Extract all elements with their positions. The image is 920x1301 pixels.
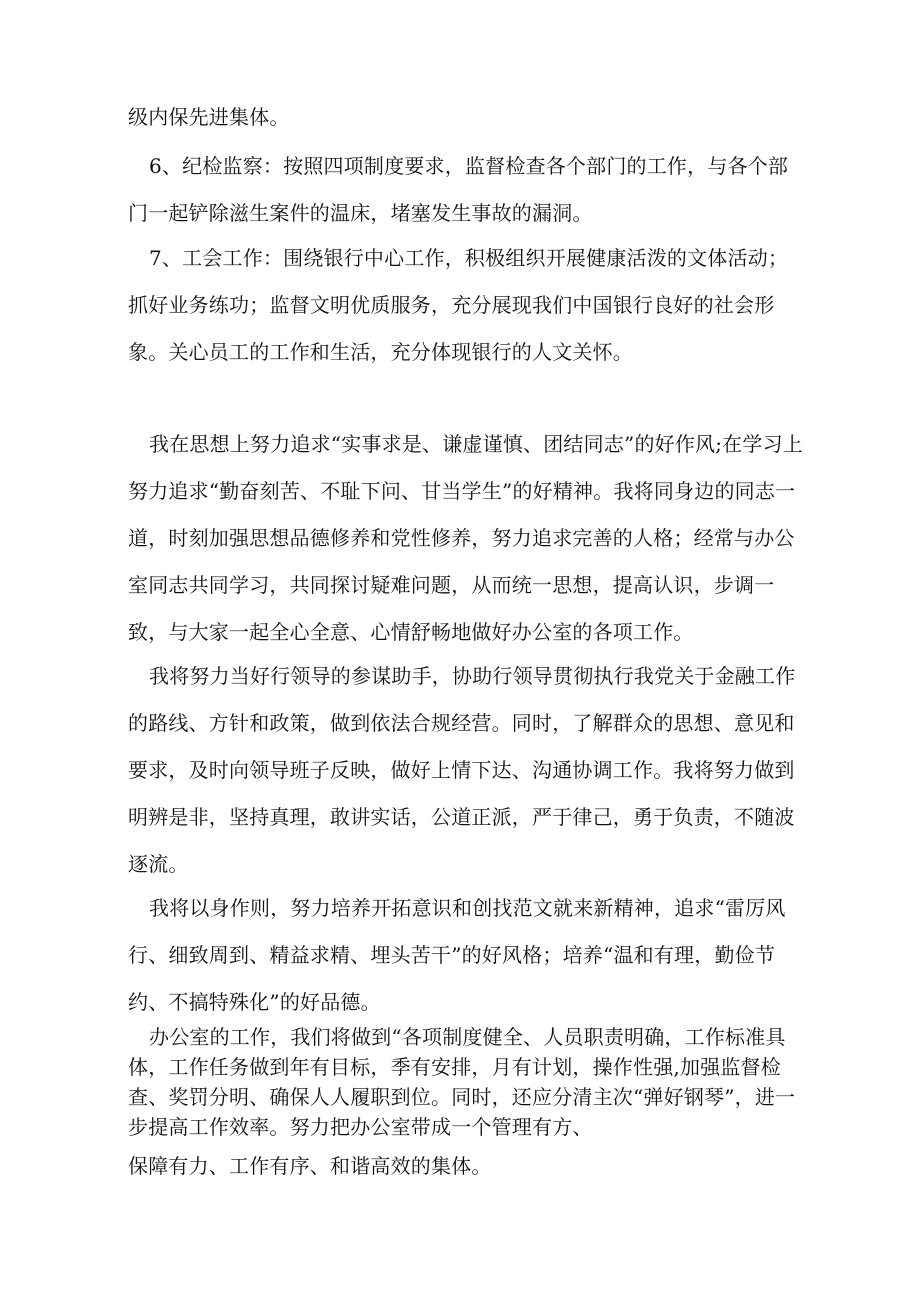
paragraph-2: 6、纪检监察：按照四项制度要求，监督检查各个部门的工作，与各个部门一起铲除滋生案件的温床，堵塞发生事故的漏洞。 [128, 154, 789, 225]
paragraph-8: 保障有力、工作有序、和谐高效的集体。 [128, 1154, 492, 1178]
paragraph-4: 我在思想上努力追求“实事求是、谦虚谨慎、团结同志”的好作风;在学习上努力追求“勤奋刻苦、不耻下问、甘当学生”的好精神。我将同身边的同志一道，时刻加强思想品德修养和党性修养，努力追求完善的人格；经常与办公室同志共同学习，共同探讨疑难问题，从而统一思想，提高认识，步调一致，与大家一起全心全意、心情舒畅地做好办公室的各项工作。 [128, 432, 803, 644]
paragraph-7: 办公室的工作，我们将做到“各项制度健全、人员职责明确，工作标准具体，工作任务做到年有目标，季有安排，月有计划，操作性强,加强监督检查、奖罚分明、确保人人履职到位。同时，还应分清主次“弹好钢琴”，进一步提高工作效率。努力把办公室带成一个管理有方、 [128, 1025, 796, 1139]
paragraph-3: 7、工会工作：围绕银行中心工作，积极组织开展健康活泼的文体活动；抓好业务练功；监督文明优质服务，充分展现我们中国银行良好的社会形象。关心员工的工作和生活，充分体现银行的人文关怀。 [128, 246, 789, 364]
paragraph-6: 我将以身作则，努力培养开拓意识和创找范文就来新精神，追求“雷厉风行、细致周到、精益求精、埋头苦干”的好风格；培养“温和有理，勤俭节约、不搞特殊化”的好品德。 [128, 896, 786, 1014]
paragraph-5: 我将努力当好行领导的参谋助手，协助行领导贯彻执行我党关于金融工作的路线、方针和政策，做到依法合规经营。同时，了解群众的思想、意见和要求，及时向领导班子反映，做好上情下达、沟通协调工作。我将努力做到明辨是非，坚持真理，敢讲实话，公道正派，严于律己，勇于负责，不随波逐流。 [128, 664, 796, 876]
paragraph-1: 级内保先进集体。 [128, 105, 290, 129]
